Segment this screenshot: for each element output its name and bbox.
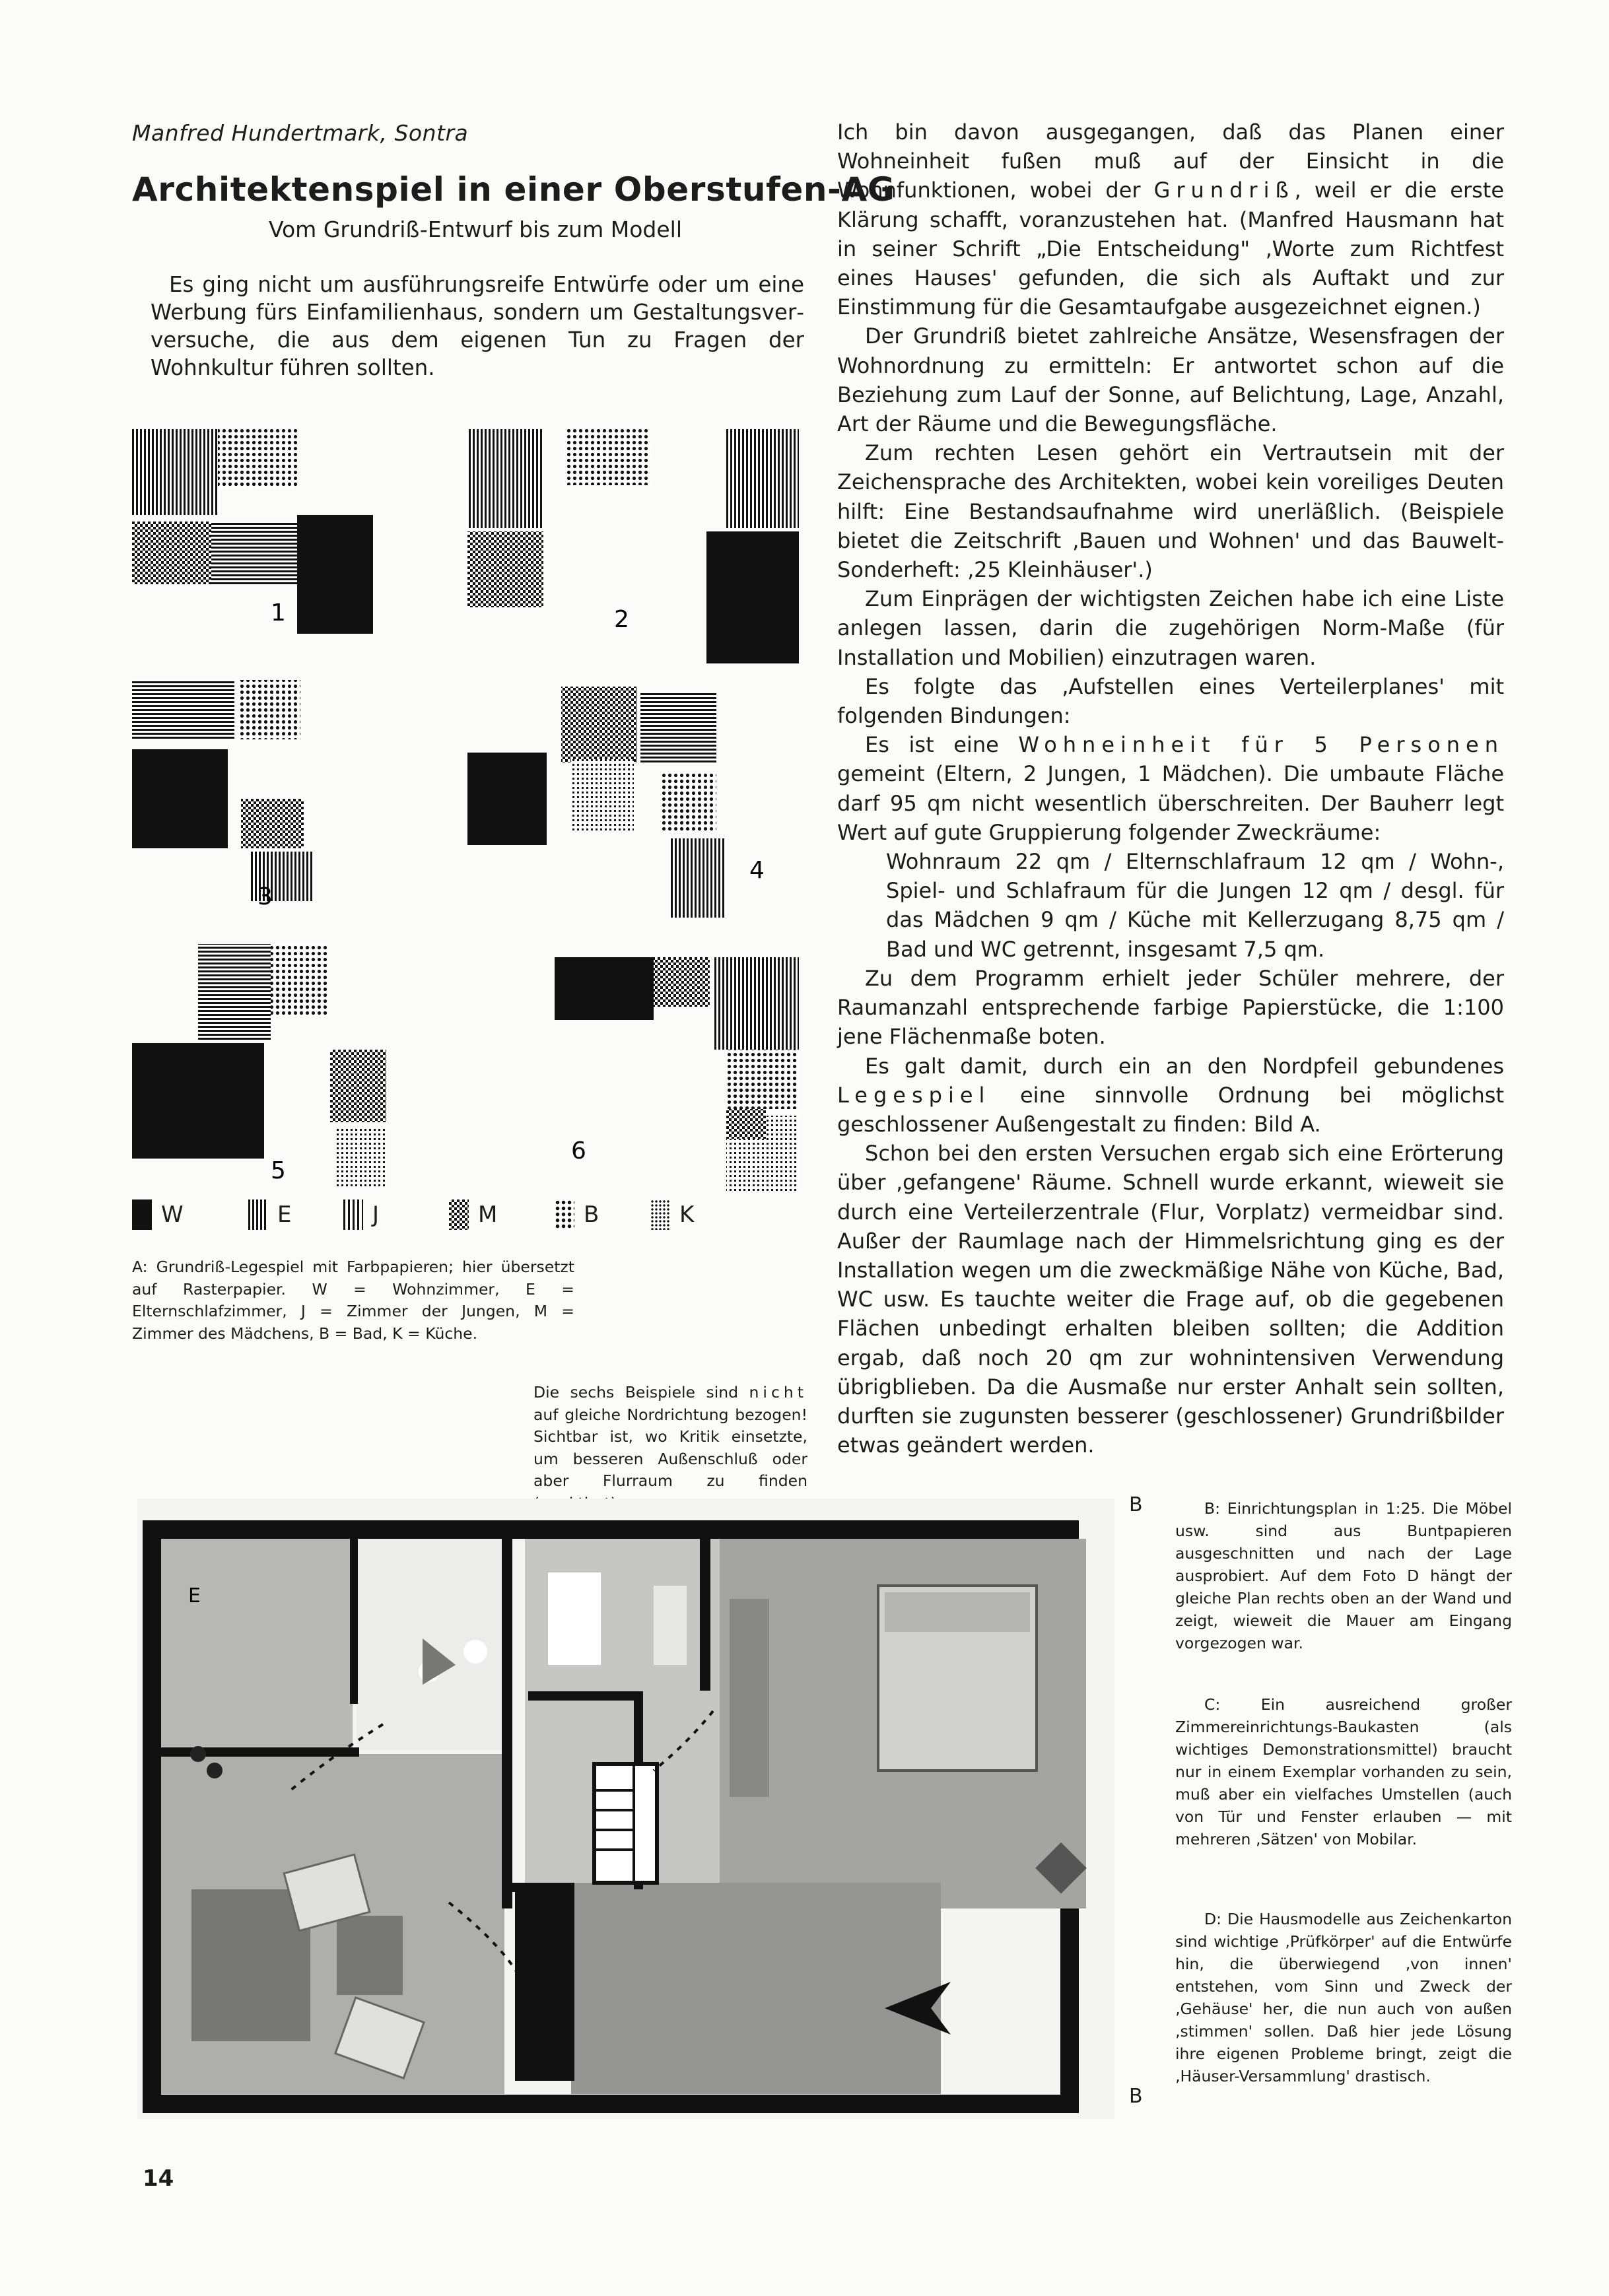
article-title: Architektenspiel in einer Oberstufen-AG <box>132 170 895 209</box>
layout-5-label: 5 <box>271 1157 286 1184</box>
legend-label-b: B <box>584 1201 599 1228</box>
caption-c: C: Ein ausreichend großer Zimmereinrichtungs-Baukasten (als wichtiges Demonstrationsmittel) braucht nur in einem Exemplar vorhanden zu sein, muß aber ein vielfaches Umstellen (auch von Tür und Fenster erlauben — mit mehreren ‚Sätzen' von Mobilar. <box>1175 1695 1512 1848</box>
legend-swatch-vlines-2 <box>343 1199 363 1230</box>
legend-swatch-finedots <box>650 1199 670 1230</box>
legend-label-e: E <box>277 1201 292 1228</box>
layout-1 <box>132 429 373 634</box>
room-label-e: E <box>188 1584 201 1607</box>
paragraph-9: Es galt damit, durch ein an den Nordpfeil gebundenes Legespiel eine sinnvolle Ordnung bei möglichst geschlossener Außengestalt zu finden: Bild A. <box>837 1053 1505 1137</box>
layout-6-label: 6 <box>571 1137 586 1165</box>
legend-item-m <box>449 1195 497 1234</box>
paragraph-2: Der Grundriß bietet zahlreiche Ansätze, Wesensfragen der Wohnordnung zu ermitteln: Er antwortet schon auf die Beziehung zum Lauf der Sonne, auf Belichtung, Lage, Anzahl, Art der Räume und die Bewegungsfläche. <box>837 323 1504 437</box>
paragraph-1: Ich bin davon ausgegangen, daß das Planen einer Wohneinheit fußen muß auf der Einsicht in die Wohnfunktionen, wobei der Grundriß, weil er die erste Klärung schafft, voranzustehen hat. (Manfred Hausmann hat in seiner Schrift „Die Entscheidung" ‚Worte zum Richtfest eines Hauses' gefunden, die sich als Auftakt und zur Einstimmung für die Gesamtaufgabe ausgezeichnet eignen.) <box>837 119 1505 320</box>
layout-4 <box>467 687 726 918</box>
wc-block <box>654 1586 687 1665</box>
layout-1-label: 1 <box>271 599 286 626</box>
paragraph-3: Zum rechten Lesen gehört ein Vertrautsein mit der Zeichensprache des Architekten, wobei kein voreiliges Deuten hilft: Eine Bestandsaufnahme wird unerläßlich. (Beispiele bietet die Zeitschrift ‚Bauen und Wohnen' und das Bauwelt-Sonderheft: ‚25 Kleinhäuser'.) <box>837 440 1504 583</box>
paragraph-8: Zu dem Programm erhielt jeder Schüler mehrere, der Raumanzahl entsprechende farbige Papierstücke, die 1:100 jene Flächenmaße boten. <box>837 965 1504 1050</box>
page-number: 14 <box>143 2165 174 2192</box>
stove-burner <box>190 1746 206 1762</box>
figure-b-floor-plan <box>132 1493 1122 2127</box>
layout-6 <box>555 957 799 1192</box>
room-list: Wohnraum 22 qm / Elternschlafraum 12 qm / Wohn-, Spiel- und Schlafraum für die Jungen 12 qm / desgl. für das Mädchen 9 qm / Küche mit Kellerzugang 8,75 qm / Bad und WC getrennt, insgesamt 7,5 qm. <box>886 849 1504 962</box>
figure-a-caption: A: Grundriß-Legespiel mit Farbpapieren; hier übersetzt auf Rasterpapier. W = Wohnzimmer, E = Elternschlafzimmer, J = Zimmer der Jungen, M = Zimmer des Mädchens, B = Bad, K = Küche. <box>132 1258 574 1343</box>
layout-5 <box>132 944 386 1188</box>
kitchen-area <box>161 1539 353 1750</box>
layout-2 <box>467 429 799 663</box>
bathtub <box>548 1572 601 1665</box>
intro-paragraph: Es ging nicht um ausführungsreife Entwürfe oder um eine Werbung fürs Einfamilienhaus, sondern um Gestaltungsverversuche, die aus dem eigenen Tun zu Fragen der Wohnkultur führen sollten. <box>151 272 804 380</box>
caption-d: D: Die Hausmodelle aus Zeichenkarton sind wichtige ‚Prüfkörper' auf die Entwürfe hin, die überwiegend ‚von innen' entstehen, vom Sinn und Zweck der ‚Gehäuse' her, die nun auch von außen ‚stimmen' sollen. Daß hier jede Lösung ihre eigenen Probleme bringt, zeigt die ‚Häuser-Versammlung' drastisch. <box>1175 1910 1512 2085</box>
caption-b: B: Einrichtungsplan in 1:25. Die Möbel usw. sind aus Buntpapieren ausgeschnitten und nach der Lage ausprobiert. Auf dem Foto D hängt der gleiche Plan rechts oben an der Wand und zeigt, wieweit die Mauer am Eingang vorgezogen war. <box>1175 1499 1512 1652</box>
legend-item-k <box>650 1195 694 1234</box>
legend-item-j <box>343 1195 379 1234</box>
legend-swatch-solid <box>132 1199 152 1230</box>
legend-swatch-vlines <box>248 1199 268 1230</box>
paragraph-5: Es folgte das ‚Aufstellen eines Verteilerplanes' mit folgenden Bindungen: <box>837 673 1504 729</box>
figure-a-legend <box>132 1195 713 1234</box>
sofa <box>191 1889 310 2041</box>
layout-4-label: 4 <box>749 857 765 884</box>
plan-label-b-bottom: B <box>1129 2085 1143 2108</box>
paragraph-10: Schon bei den ersten Versuchen ergab sich eine Erörterung über ‚gefangene' Räume. Schnell wurde erkannt, wieweit sie durch eine Verteilerzentrale (Flur, Vorplatz) vermeidbar sind. Außer der Raumlage nach der Himmelsrichtung ging es der Installation wegen um die zweckmäßige Nähe von Küche, Bad, WC usw. Es tauchte weiter die Frage auf, ob die gegebenen Flächen unbedingt erhalten bleiben sollten; die Addition ergab, daß noch 20 qm zur wohnintensiven Verwendung übrigblieben. Da die Ausmaße nur erster Anhalt sein sollten, durften sie zugunsten besserer (geschlossener) Grundrißbilder etwas geändert werden. <box>837 1141 1504 1458</box>
wardrobe <box>730 1599 769 1797</box>
paragraph-4: Zum Einprägen der wichtigsten Zeichen habe ich eine Liste anlegen lassen, darin die zugehörigen Norm-Maße (für Installation und Mobilien) einzutragen waren. <box>837 586 1504 670</box>
figure-a-note: Die sechs Beispiele sind nicht auf gleiche Nordrichtung bezogen! Sichtbar ist, wo Kritik einsetzte, um besseren Außenschluß oder aber Flurraum zu finden <box>533 1383 807 1490</box>
paragraph-6: Es ist eine Wohneinheit für 5 Personen gemeint (Eltern, 2 Jungen, 1 Mädchen). Die umbaute Fläche darf 95 qm nicht wesentlich überschreiten. Der Bauherr legt Wert auf gute Gruppierung folgender Zweckräume: <box>837 732 1505 845</box>
figure-a-layouts <box>132 416 819 1195</box>
legend-swatch-checker <box>449 1199 469 1230</box>
layout-2-label: 2 <box>614 606 629 633</box>
legend-label-m: M <box>478 1201 498 1228</box>
legend-item-e <box>248 1195 291 1234</box>
legend-label-w: W <box>161 1201 184 1228</box>
article-subtitle: Vom Grundriß-Entwurf bis zum Modell <box>268 217 682 242</box>
legend-item-w <box>132 1195 184 1234</box>
author-line: Manfred Hundertmark, Sontra <box>132 120 469 146</box>
plan-label-b-top: B <box>1129 1493 1143 1516</box>
legend-label-k: K <box>679 1201 695 1228</box>
legend-item-b <box>555 1195 599 1234</box>
legend-label-j: J <box>372 1201 380 1228</box>
dining-table <box>337 1916 403 1995</box>
legend-swatch-dots <box>555 1199 574 1230</box>
layout-3 <box>132 680 314 901</box>
layout-3-label: 3 <box>257 883 273 910</box>
body-text-right <box>837 118 1504 1460</box>
